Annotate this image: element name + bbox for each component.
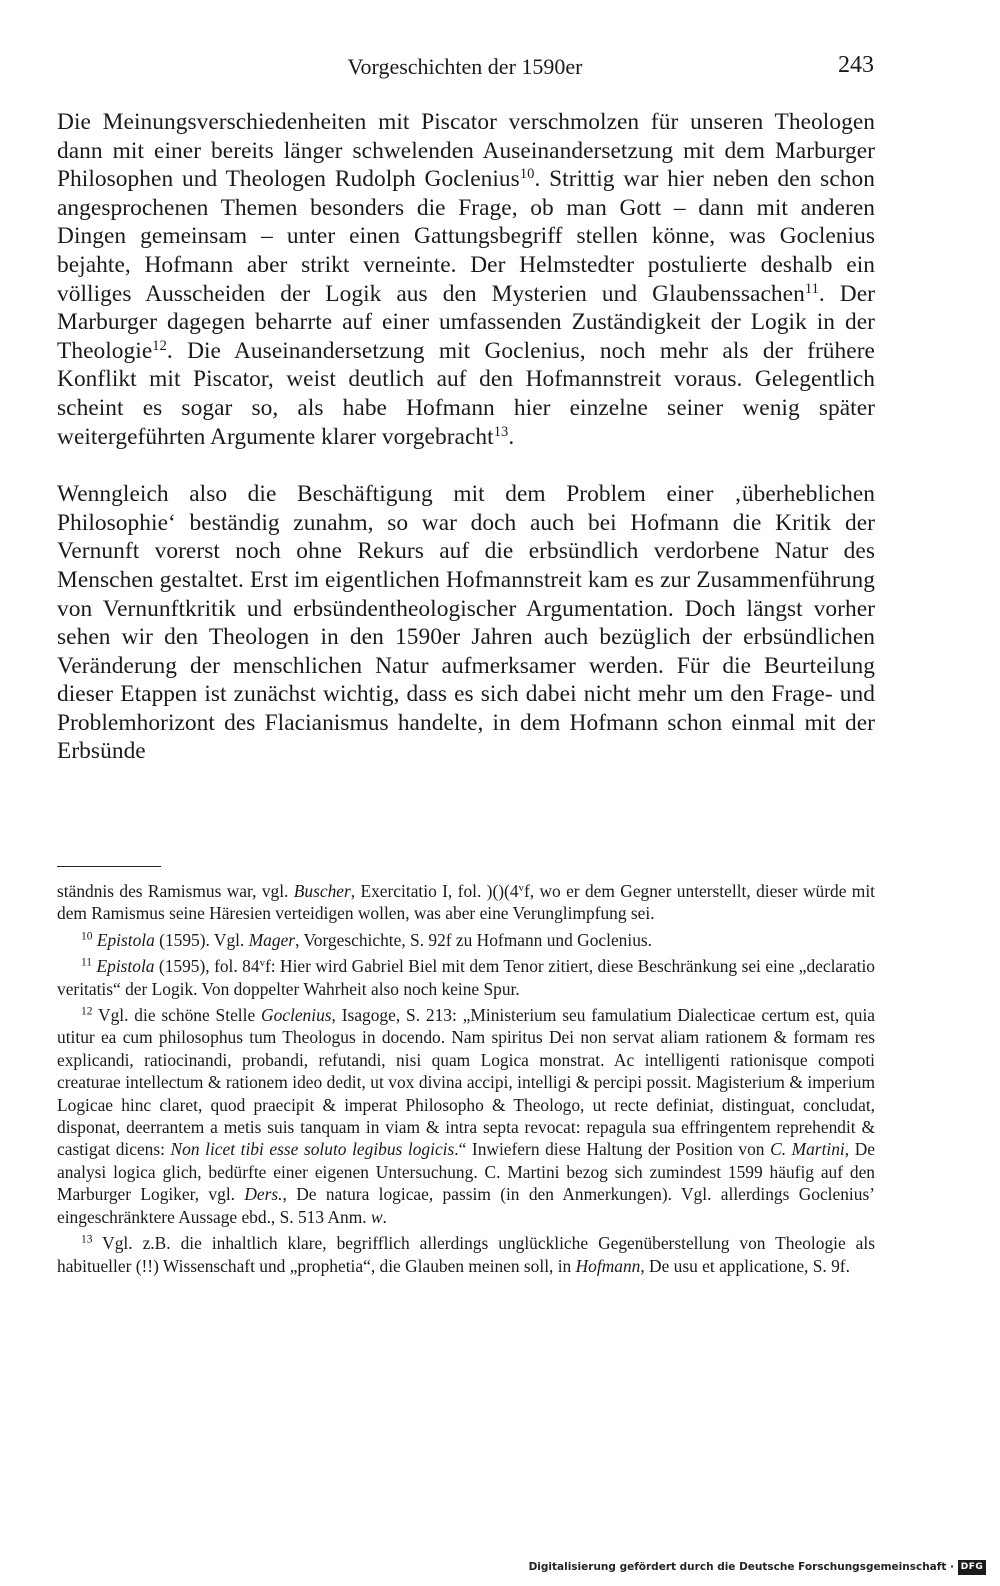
credit-text: Digitalisierung gefördert durch die Deutsche Forschungsgemeinschaft · — [528, 1561, 954, 1573]
italic-text: Goclenius — [261, 1005, 332, 1026]
italic-text: w — [370, 1206, 383, 1227]
text-run: ständnis des Ramismus war, vgl. — [57, 881, 294, 901]
text-run: . — [508, 423, 515, 450]
footnote-10 — [57, 929, 875, 951]
italic-text: Epistola — [96, 956, 155, 977]
footnotes — [57, 880, 875, 1277]
footnote-continuation — [57, 880, 875, 925]
italic-text: C. Martini — [770, 1139, 845, 1160]
text-run: Vgl. die schöne Stelle — [92, 1005, 262, 1026]
italic-text: Epistola — [96, 929, 155, 950]
page-header — [56, 52, 874, 84]
footnote-number: 11 — [81, 956, 93, 969]
superscript: 10 — [519, 166, 535, 183]
text-run: , De analysi logica glich, bedürfte einer eigenen Untersuchung. C. Martini bezog sich zumindest 1599 häufig auf den Marburger Logiker, vgl. — [57, 1139, 875, 1205]
text-run: , Vorgeschichte, S. 92f zu Hofmann und Goclenius. — [295, 929, 653, 950]
italic-text: Mager — [248, 929, 296, 950]
superscript: 12 — [152, 337, 167, 354]
text-run: Wenngleich also die Beschäftigung mit dem Problem einer ‚überheblichen Philosophie‘ beständig zunahm, so war doch auch bei Hofmann die Kritik der Vernunft vorerst noch ohne Rekurs auf die erbsündlich verdorbene Natur des Menschen gestaltet. Erst im eigentlichen Hofmannstreit kam es zur Zusammenführung von Vernunftkritik und erbsündentheologischer Argumentation. Doch längst vorher sehen wir den Theologen in den 1590er Jahren auch bezüglich der erbsündlichen Veränderung der menschlichen Natur aufmerksamer werden. Für die Beurteilung dieser Etappen ist zunächst wichtig, dass es sich dabei nicht mehr um den Frage- und Problemhorizont des Flacianismus handelte, in dem Hofmann schon einmal mit der Erbsünde — [57, 481, 875, 765]
body-text — [57, 108, 875, 766]
footnote-number: 12 — [81, 1005, 93, 1018]
text-run: . Der Marburger dagegen beharrte auf einer umfassenden Zuständigkeit der Logik in der Theologie — [57, 280, 875, 364]
italic-text: Hofmann — [575, 1255, 641, 1276]
text-run: , De usu et applicatione, S. 9f. — [640, 1255, 850, 1276]
digitization-credit — [529, 1556, 986, 1578]
text-run: , Exercitatio I, fol. )()(4 — [350, 881, 519, 901]
footnote-12 — [57, 1004, 875, 1228]
italic-text: Non licet tibi esse soluto legibus logicis — [170, 1139, 455, 1160]
footnote-11 — [57, 955, 875, 1000]
text-run: , Isagoge, S. 213: „Ministerium seu famulatium Dialecticae certum est, quia utitur ea cum philosophus tum Theologus in docendo. Nam spiritus Dei non servat aliam rationem & formam res explicandi, ratiocinandi, probandi, refutandi, nisi quam Logica monstrat. Ac intelligenti rationisque compoti creaturae intellectum & rationem ideo dedit, ut vox divina accipi, intelligi & percipi possit. Magisterium & imperium Logicae hinc claret, quod praecipit & imperat Philosopho & Theologo, ut recte definiat, distinguat, concludat, disponat, deerrantem a metis suis tanquam in viam & intra septa revocat: repagula sua effringentem reprehendit & castigat dicens: — [57, 1005, 875, 1160]
paragraph — [57, 108, 875, 451]
footnote-number: 13 — [81, 1233, 93, 1246]
text-run: . — [382, 1206, 387, 1227]
text-run: f, wo er dem Gegner unterstellt, dieser würde mit dem Ramismus seine Häresien verteidigen wollen, was aber eine Verunglimpfung sei. — [57, 881, 875, 924]
text-run: f: Hier wird Gabriel Biel mit dem Tenor zitiert, diese Beschränkung sei eine „declaratio veritatis“ der Logik. Von doppelter Wahrheit also noch keine Spur. — [57, 956, 876, 999]
superscript: 13 — [493, 423, 509, 440]
footnote-number: 10 — [81, 930, 93, 943]
italic-text: Ders. — [244, 1184, 283, 1205]
text-run: (1595). Vgl. — [154, 929, 249, 950]
dfg-logo: DFG — [958, 1560, 986, 1575]
footnote-separator — [57, 866, 161, 867]
paragraph — [57, 480, 875, 766]
text-run: .“ Inwiefern diese Haltung der Position von — [454, 1139, 771, 1160]
text-run: Die Meinungsverschiedenheiten mit Piscator verschmolzen für unseren Theologen dann mit einer bereits länger schwelenden Auseinandersetzung mit dem Marburger Philosophen und Theologen Rudolph Goclenius — [57, 109, 875, 193]
superscript: v — [259, 957, 265, 970]
superscript: 11 — [804, 280, 819, 297]
running-head: Vorgeschichten der 1590er — [347, 54, 583, 79]
text-run: Vgl. z.B. die inhaltlich klare, begrifflich allerdings unglückliche Gegenüberstellung von Theologie als habitueller (!!) Wissenschaft und „prophetia“, die Glauben meinen soll, in — [57, 1233, 875, 1276]
page-number: 243 — [838, 52, 874, 78]
footnote-13 — [57, 1232, 875, 1277]
italic-text: Buscher — [293, 881, 351, 901]
superscript: v — [518, 882, 524, 895]
text-run: . Die Auseinandersetzung mit Goclenius, noch mehr als der frühere Konflikt mit Piscator, weist deutlich auf den Hofmannstreit voraus. Gelegentlich scheint es sogar so, als habe Hofmann hier einzelne seiner wenig später weitergeführten Argumente klarer vorgebracht — [57, 337, 875, 450]
text-run: , De natura logicae, passim (in den Anmerkungen). Vgl. allerdings Goclenius’ eingeschränktere Aussage ebd., S. 513 Anm. — [57, 1184, 875, 1227]
text-run: (1595), fol. 84 — [154, 956, 260, 977]
text-run: . Strittig war hier neben den schon angesprochenen Themen besonders die Frage, ob man Gott – dann mit anderen Dingen gemeinsam – unter einen Gattungsbegriff stellen könne, was Goclenius bejahte, Hofmann aber strikt verneinte. Der Helmstedter postulierte deshalb ein völliges Ausscheiden der Logik aus den Mysterien und Glaubenssachen — [57, 166, 875, 307]
